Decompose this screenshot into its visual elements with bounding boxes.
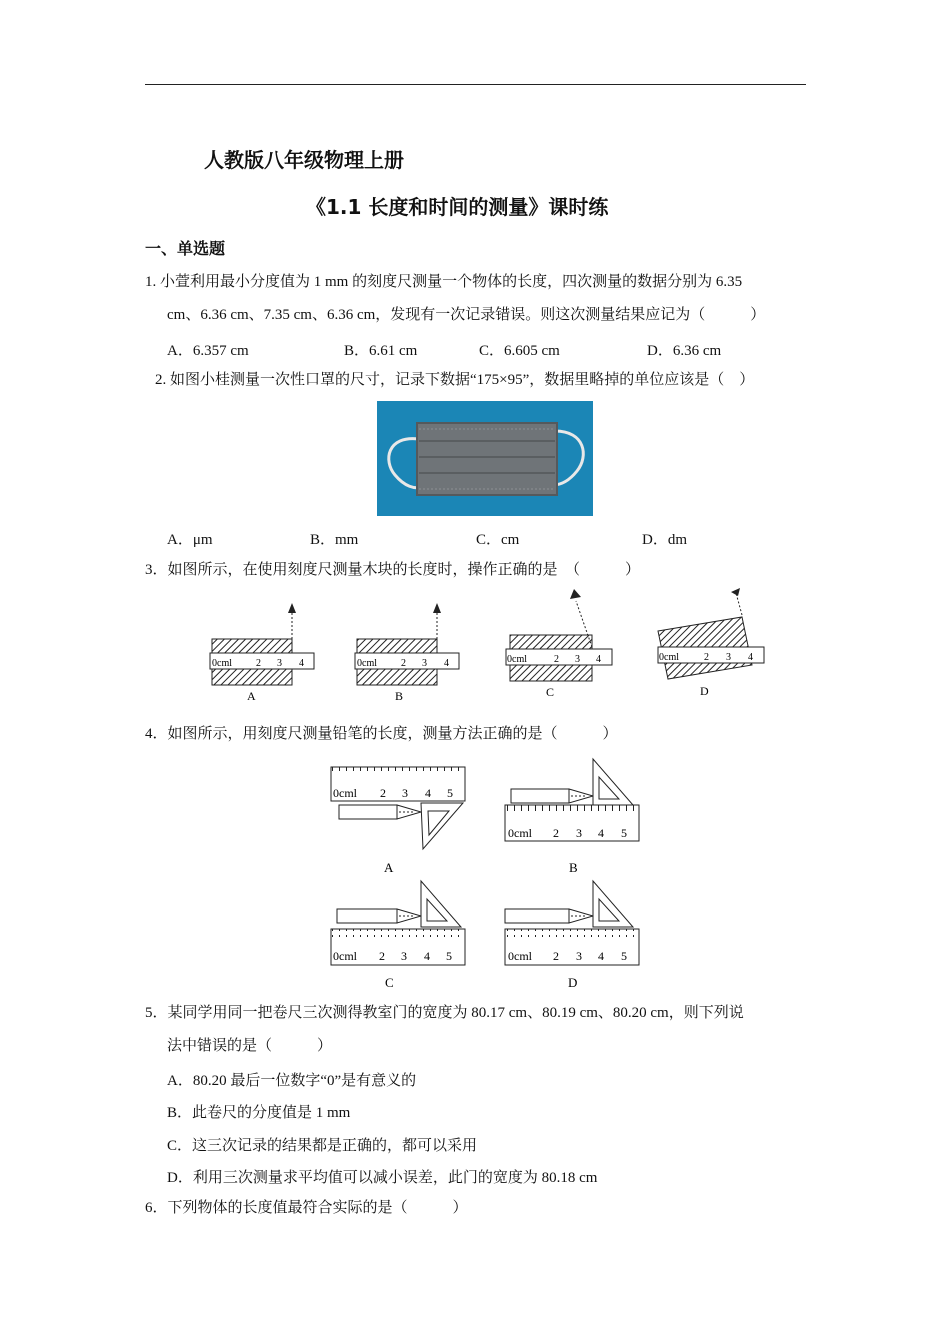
- fig4-a-tick-3: 3: [402, 786, 408, 800]
- q5-option-d[interactable]: D．利用三次测量求平均值可以减小误差，此门的宽度为 80.18 cm: [167, 1170, 598, 1186]
- fig4-b-tick-3: 3: [576, 826, 582, 840]
- question-6-line1: 6．下列物体的长度值最符合实际的是（ ）: [145, 1200, 468, 1216]
- ruler-block-figure: [200, 585, 775, 710]
- fig4-label-b: B: [569, 860, 578, 875]
- header-rule: [145, 84, 806, 85]
- fig4-d-tick-2: 2: [553, 949, 559, 963]
- fig4-b-tick-0: 0cml: [508, 826, 532, 840]
- q1-option-a[interactable]: A．6.357 cm: [167, 343, 249, 359]
- q1-option-b[interactable]: B．6.61 cm: [344, 343, 418, 359]
- fig3-a-tick-0: 0cml: [212, 658, 232, 669]
- mask-photo: [377, 401, 593, 516]
- fig3-d-tick-4: 4: [748, 652, 753, 663]
- fig3-label-a: A: [247, 689, 256, 703]
- fig3-diagram-c: [506, 589, 612, 699]
- fig3-a-tick-4: 4: [299, 658, 304, 669]
- fig4-diagram-c: [331, 881, 465, 990]
- q2-option-b[interactable]: B．mm: [310, 532, 359, 548]
- ruler-pencil-figure: [325, 755, 645, 995]
- fig3-c-tick-3: 3: [575, 654, 580, 665]
- q2-option-a[interactable]: A．μm: [167, 532, 213, 548]
- question-5-line1: 5．某同学用同一把卷尺三次测得教室门的宽度为 80.17 cm、80.19 cm、80.20 cm，则下列说: [145, 1005, 744, 1021]
- fig3-diagram-a: [210, 603, 314, 703]
- question-4-line1: 4．如图所示，用刻度尺测量铅笔的长度，测量方法正确的是（ ）: [145, 726, 618, 742]
- q2-option-d[interactable]: D．dm: [642, 532, 688, 548]
- fig4-d-tick-4: 4: [598, 949, 604, 963]
- fig4-a-tick-4: 4: [425, 786, 431, 800]
- fig4-diagram-a: [331, 767, 465, 875]
- fig3-d-tick-0: 0cml: [659, 652, 679, 663]
- fig4-b-tick-4: 4: [598, 826, 604, 840]
- fig4-d-tick-3: 3: [576, 949, 582, 963]
- fig3-diagram-b: [355, 603, 459, 703]
- section-heading: 一、单选题: [145, 239, 226, 258]
- fig3-c-tick-0: 0cml: [507, 654, 527, 665]
- question-5-line2: 法中错误的是（ ）: [167, 1038, 333, 1054]
- fig3-c-tick-2: 2: [554, 654, 559, 665]
- doc-title: 人教版八年级物理上册: [204, 148, 404, 172]
- fig4-d-tick-0: 0cml: [508, 949, 532, 963]
- q5-option-c[interactable]: C．这三次记录的结果都是正确的，都可以采用: [167, 1138, 478, 1154]
- fig4-a-tick-0: 0cml: [333, 786, 357, 800]
- fig4-c-tick-3: 3: [401, 949, 407, 963]
- q1-option-c[interactable]: C．6.605 cm: [479, 343, 560, 359]
- question-1-line2: cm、6.36 cm、7.35 cm、6.36 cm，发现有一次记录错误。则这次测量结果应记为（ ）: [167, 307, 766, 323]
- fig4-d-tick-5: 5: [621, 949, 627, 963]
- question-3-line1: 3．如图所示，在使用刻度尺测量木块的长度时，操作正确的是 （ ）: [145, 562, 641, 578]
- fig4-b-tick-5: 5: [621, 826, 627, 840]
- q1-option-d[interactable]: D．6.36 cm: [647, 343, 722, 359]
- fig4-b-tick-2: 2: [553, 826, 559, 840]
- fig4-c-tick-2: 2: [379, 949, 385, 963]
- fig3-a-tick-2: 2: [256, 658, 261, 669]
- fig3-diagram-d: [658, 588, 764, 698]
- fig3-b-tick-3: 3: [422, 658, 427, 669]
- fig3-d-tick-2: 2: [704, 652, 709, 663]
- question-1-line1: 1. 小萱利用最小分度值为 1 mm 的刻度尺测量一个物体的长度，四次测量的数据分别为 6.35: [145, 274, 743, 290]
- fig4-a-tick-5: 5: [447, 786, 453, 800]
- q2-option-c[interactable]: C．cm: [476, 532, 520, 548]
- fig4-c-tick-4: 4: [424, 949, 430, 963]
- fig3-label-d: D: [700, 684, 709, 698]
- fig3-d-tick-3: 3: [726, 652, 731, 663]
- fig4-c-tick-5: 5: [446, 949, 452, 963]
- doc-subtitle: 《1.1 长度和时间的测量》课时练: [306, 195, 609, 219]
- fig4-label-a: A: [384, 860, 394, 875]
- question-2-line1: 2. 如图小桂测量一次性口罩的尺寸，记录下数据“175×95”，数据里略掉的单位应该是（ ）: [155, 372, 755, 388]
- fig3-b-tick-4: 4: [444, 658, 449, 669]
- fig4-label-c: C: [385, 975, 394, 990]
- fig3-c-tick-4: 4: [596, 654, 601, 665]
- fig3-label-c: C: [546, 685, 555, 699]
- fig3-b-tick-0: 0cml: [357, 658, 377, 669]
- fig3-a-tick-3: 3: [277, 658, 282, 669]
- fig4-diagram-b: [505, 759, 639, 875]
- q5-option-b[interactable]: B．此卷尺的分度值是 1 mm: [167, 1105, 351, 1121]
- fig4-label-d: D: [568, 975, 578, 990]
- fig3-b-tick-2: 2: [401, 658, 406, 669]
- q5-option-a[interactable]: A．80.20 最后一位数字“0”是有意义的: [167, 1073, 417, 1089]
- fig3-label-b: B: [395, 689, 404, 703]
- fig4-c-tick-0: 0cml: [333, 949, 357, 963]
- fig4-diagram-d: [505, 881, 639, 990]
- fig4-a-tick-2: 2: [380, 786, 386, 800]
